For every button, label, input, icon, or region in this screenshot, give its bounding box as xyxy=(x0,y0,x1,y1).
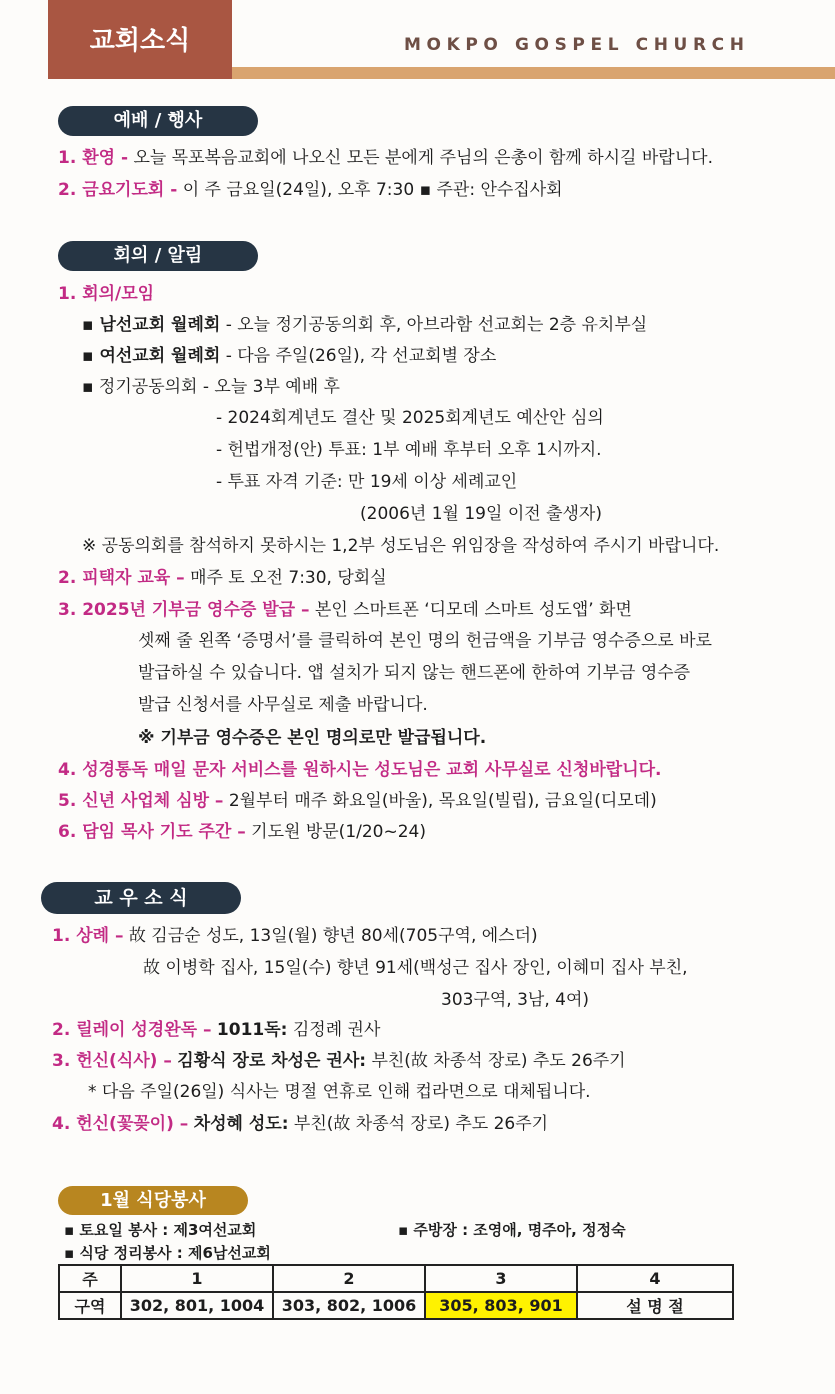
members-item-1-line-3: 303구역, 3남, 4여) xyxy=(441,990,590,1010)
proxy-note: ※ 공동의회를 참석하지 못하시는 1,2부 성도님은 위임장을 작성하여 주시기 바랍니다. xyxy=(82,536,720,556)
notice-item-5-label: 5. 신년 사업체 심방 – xyxy=(58,791,224,811)
members-item-3 xyxy=(52,1051,626,1071)
district-header: 구역 xyxy=(59,1292,121,1319)
members-item-3-bold: 김황식 장로 차성은 권사: xyxy=(177,1051,367,1071)
meal-cleanup: ▪ 식당 정리봉사 : 제6남선교회 xyxy=(64,1244,271,1262)
meal-saturday: ▪ 토요일 봉사 : 제3여선교회 xyxy=(64,1221,257,1239)
district-cell: 설 명 절 xyxy=(577,1292,733,1319)
section-heading-meal: 1월 식당봉사 xyxy=(58,1186,248,1215)
members-item-2-label: 2. 릴레이 성경완독 – xyxy=(52,1020,212,1040)
worship-item-1-text: 오늘 목포복음교회에 나오신 모든 분에게 주님의 은총이 함께 하시길 바랍니다. xyxy=(133,148,713,168)
notice-item-4: 4. 성경통독 매일 문자 서비스를 원하시는 성도님은 교회 사무실로 신청바랍니다. xyxy=(58,760,662,780)
members-item-2 xyxy=(52,1020,380,1040)
notice-item-6 xyxy=(58,822,426,842)
notice-item-3-line-4: 발급 신청서를 사무실로 제출 바랍니다. xyxy=(138,695,428,715)
members-item-3-note: * 다음 주일(26일) 식사는 명절 연휴로 인해 컵라면으로 대체됩니다. xyxy=(88,1082,591,1102)
members-item-1 xyxy=(52,926,538,946)
district-cell: 302, 801, 1004 xyxy=(121,1292,273,1319)
members-item-3-text: 부친(故 차종석 장로) 추도 26주기 xyxy=(371,1051,626,1071)
members-item-1-line-2: 故 이병학 집사, 15일(수) 향년 91세(백성근 집사 장인, 이혜미 집사 부친, xyxy=(143,958,688,978)
notice-item-3-label: 3. 2025년 기부금 영수증 발급 – xyxy=(58,600,310,620)
members-item-1-label: 1. 상례 – xyxy=(52,926,124,946)
meeting-1 xyxy=(82,315,647,335)
members-item-4-label: 4. 헌신(꽃꽂이) – xyxy=(52,1114,189,1134)
members-item-3-label: 3. 헌신(식사) – xyxy=(52,1051,172,1071)
week-cell: 1 xyxy=(121,1265,273,1292)
worship-item-2-label: 2. 금요기도회 - xyxy=(58,180,178,200)
notice-item-2 xyxy=(58,568,387,588)
notice-item-2-text: 매주 토 오전 7:30, 당회실 xyxy=(190,568,387,588)
notice-item-3-line-2: 셋째 줄 왼쪽 ‘증명서’를 클릭하여 본인 명의 헌금액을 기부금 영수증으로 바로 xyxy=(138,631,712,651)
meeting-2 xyxy=(82,346,496,366)
notice-item-3-note: ※ 기부금 영수증은 본인 명의로만 발급됩니다. xyxy=(138,728,487,748)
week-cell: 3 xyxy=(425,1265,577,1292)
notice-item-5 xyxy=(58,791,657,811)
worship-item-1 xyxy=(58,148,713,168)
meeting-3-sub-4: (2006년 1월 19일 이전 출생자) xyxy=(360,504,602,524)
section-heading-members: 교 우 소 식 xyxy=(41,882,241,914)
meeting-3-sub-2: - 헌법개정(안) 투표: 1부 예배 후부터 오후 1시까지. xyxy=(216,440,602,460)
meal-kitchen: ▪ 주방장 : 조영애, 명주아, 정정숙 xyxy=(398,1221,626,1239)
meeting-2-text: - 다음 주일(26일), 각 선교회별 장소 xyxy=(225,346,497,366)
meeting-1-text: - 오늘 정기공동의회 후, 아브라함 선교회는 2층 유치부실 xyxy=(225,315,648,335)
meeting-3-sub-3: - 투표 자격 기준: 만 19세 이상 세례교인 xyxy=(216,472,518,492)
week-cell: 4 xyxy=(577,1265,733,1292)
church-name: MOKPO GOSPEL CHURCH xyxy=(404,35,750,55)
meeting-3: ▪ 정기공동의회 - 오늘 3부 예배 후 xyxy=(82,377,340,397)
meeting-3-sub-1: - 2024회계년도 결산 및 2025회계년도 예산안 심의 xyxy=(216,408,604,428)
header-stripe xyxy=(232,67,835,79)
table-row xyxy=(59,1292,733,1319)
notice-item-3-line-3: 발급하실 수 있습니다. 앱 설치가 되지 않는 핸드폰에 한하여 기부금 영수증 xyxy=(138,663,691,683)
members-item-4-text: 부친(故 차종석 장로) 추도 26주기 xyxy=(293,1114,549,1134)
district-cell-highlighted: 305, 803, 901 xyxy=(425,1292,577,1319)
members-item-4 xyxy=(52,1114,548,1134)
members-item-2-bold: 1011독: xyxy=(216,1020,288,1040)
members-item-4-bold: 차성혜 성도: xyxy=(193,1114,289,1134)
members-item-2-text: 김정례 권사 xyxy=(292,1020,381,1040)
week-header: 주 xyxy=(59,1265,121,1292)
meal-schedule-table xyxy=(58,1264,734,1320)
notice-item-1-label: 1. 회의/모임 xyxy=(58,284,155,304)
worship-item-2 xyxy=(58,180,563,200)
section-heading-notice: 회의 / 알림 xyxy=(58,241,258,271)
worship-item-2-text: 이 주 금요일(24일), 오후 7:30 ▪ 주관: 안수집사회 xyxy=(182,180,563,200)
members-item-1-text: 故 김금순 성도, 13일(월) 향년 80세(705구역, 에스더) xyxy=(128,926,538,946)
notice-item-6-label: 6. 담임 목사 기도 주간 – xyxy=(58,822,246,842)
notice-item-5-text: 2월부터 매주 화요일(바울), 목요일(빌립), 금요일(디모데) xyxy=(228,791,657,811)
table-row xyxy=(59,1265,733,1292)
section-heading-worship: 예배 / 행사 xyxy=(58,106,258,136)
week-cell: 2 xyxy=(273,1265,425,1292)
page-title: 교회소식 xyxy=(89,26,191,56)
meeting-1-title: ▪ 남선교회 월례회 xyxy=(82,315,221,335)
notice-item-3-text: 본인 스마트폰 ‘디모데 스마트 성도앱’ 화면 xyxy=(314,600,632,620)
worship-item-1-label: 1. 환영 - xyxy=(58,148,129,168)
meeting-2-title: ▪ 여선교회 월례회 xyxy=(82,346,221,366)
notice-item-6-text: 기도원 방문(1/20~24) xyxy=(251,822,427,842)
district-cell: 303, 802, 1006 xyxy=(273,1292,425,1319)
notice-item-2-label: 2. 피택자 교육 – xyxy=(58,568,185,588)
notice-item-3 xyxy=(58,600,632,620)
